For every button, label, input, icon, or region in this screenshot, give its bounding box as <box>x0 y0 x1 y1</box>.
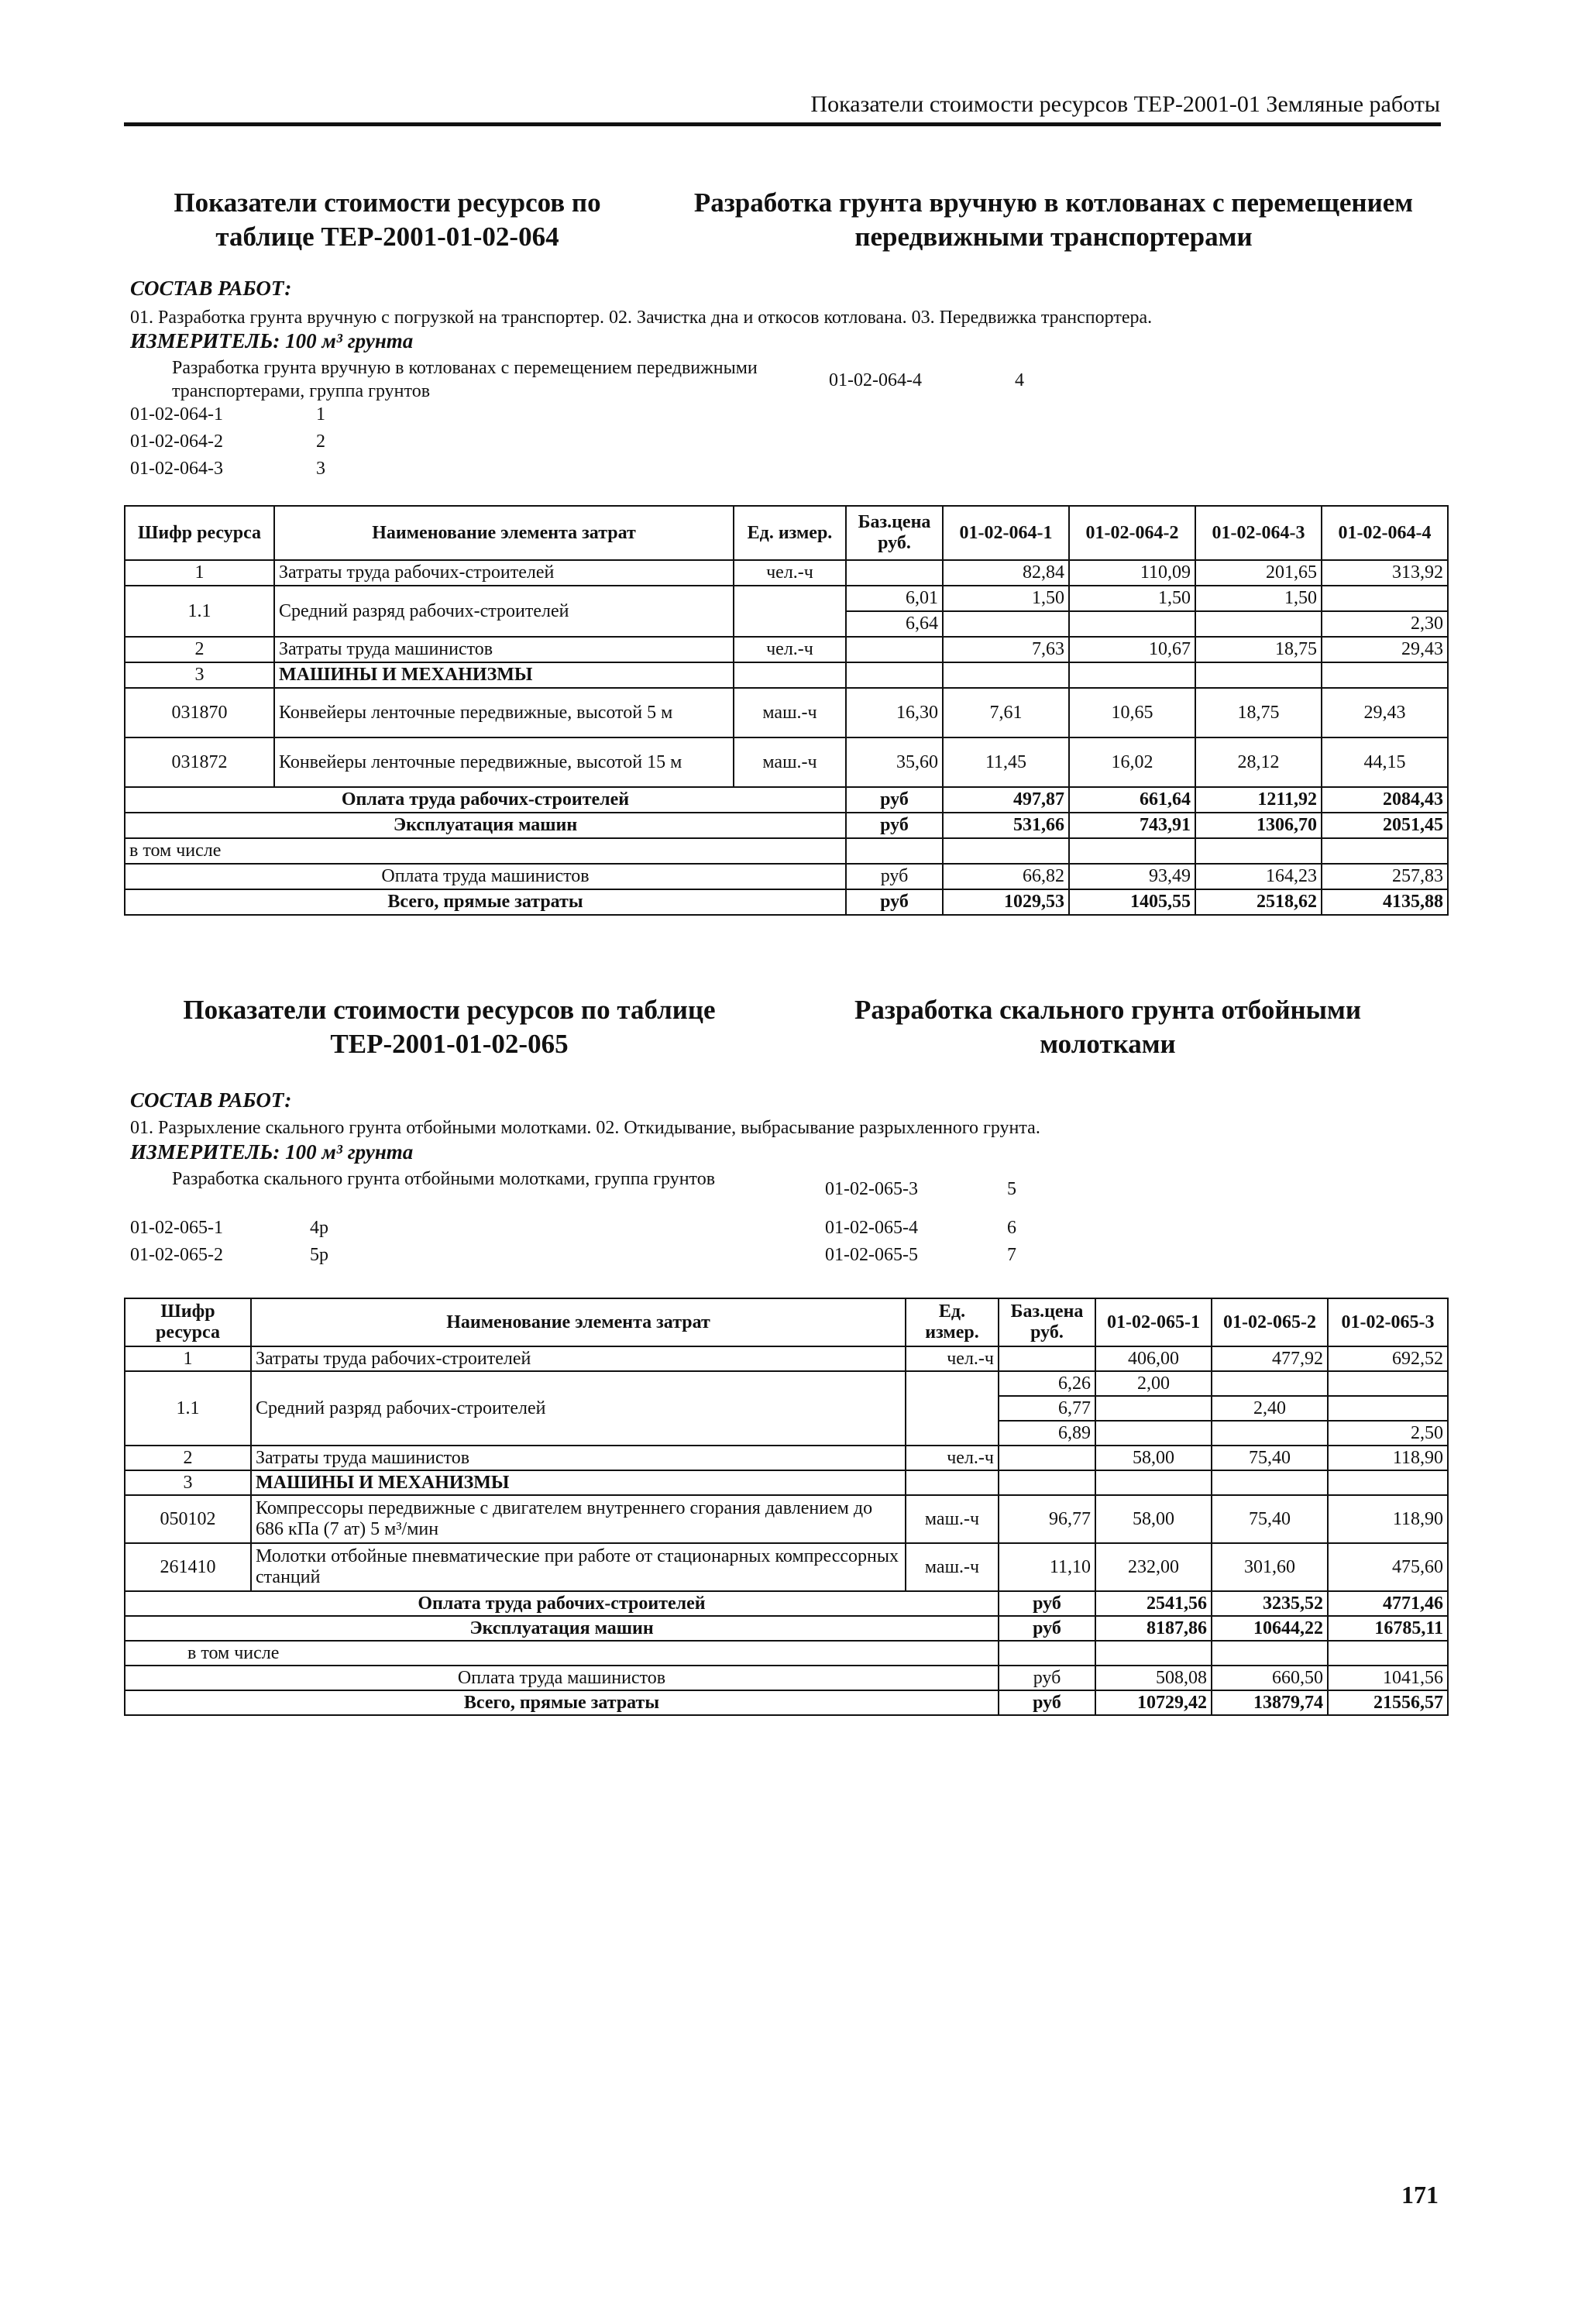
s1-group-2: 2 <box>316 431 325 452</box>
s1-code-2: 01-02-064-2 <box>130 431 223 452</box>
s1-col-v3: 01-02-064-3 <box>1195 506 1322 560</box>
s1-col-v1: 01-02-064-1 <box>943 506 1069 560</box>
table-row: 6,77 2,40 <box>125 1396 1448 1421</box>
totals-row: в том числе <box>125 1641 1448 1666</box>
s1-col-name: Наименование элемента затрат <box>274 506 734 560</box>
table-row: 6,89 2,50 <box>125 1421 1448 1446</box>
s1-group-description: Разработка грунта вручную в котлованах с перемещением передвижными транспортерами, группа грунтов <box>172 358 758 401</box>
totals-row: Всего, прямые затраты руб 10729,42 13879,74 21556,57 <box>125 1690 1448 1715</box>
s2-composition-text: 01. Разрыхление скального грунта отбойными молотками. 02. Откидывание, выбрасывание разрыхленного грунта. <box>130 1118 1040 1138</box>
s1-group-3: 3 <box>316 459 325 479</box>
s2-code-3: 01-02-065-3 <box>825 1179 918 1199</box>
s2-group-5: 7 <box>1007 1245 1016 1265</box>
s2-code-5: 01-02-065-5 <box>825 1245 918 1265</box>
s2-group-1: 4р <box>310 1218 328 1238</box>
s1-composition-label: СОСТАВ РАБОТ: <box>130 277 292 300</box>
s1-group-4: 4 <box>1015 370 1024 390</box>
s2-col-v3: 01-02-065-3 <box>1328 1298 1448 1346</box>
totals-row: Оплата труда машинистов руб 66,82 93,49 164,23 257,83 <box>125 864 1448 889</box>
s1-title-right: Разработка грунта вручную в котлованах с перемещением передвижными транспортерами <box>693 187 1414 252</box>
table-row: 261410 Молотки отбойные пневматические при работе от стационарных компрессорных станций маш.-ч 11,10 232,00 301,60 475,60 <box>125 1543 1448 1591</box>
s1-code-4: 01-02-064-4 <box>829 370 922 390</box>
table-row: 2 Затраты труда машинистов чел.-ч 58,00 75,40 118,90 <box>125 1446 1448 1470</box>
s1-col-v4: 01-02-064-4 <box>1322 506 1448 560</box>
s1-group-1: 1 <box>316 404 325 425</box>
s2-code-2: 01-02-065-2 <box>130 1245 223 1265</box>
s1-title-left: Показатели стоимости ресурсов по таблице ТЕР-2001-01-02-064 <box>174 187 601 252</box>
totals-row: Эксплуатация машин руб 531,66 743,91 1306,70 2051,45 <box>125 813 1448 838</box>
s2-code-4: 01-02-065-4 <box>825 1218 918 1238</box>
totals-row: Оплата труда рабочих-строителей руб 2541,56 3235,52 4771,46 <box>125 1591 1448 1616</box>
page-number: 171 <box>1401 2181 1439 2209</box>
table-row: 1 Затраты труда рабочих-строителей чел.-ч 82,84 110,09 201,65 313,92 <box>125 560 1448 586</box>
totals-row: Эксплуатация машин руб 8187,86 10644,22 16785,11 <box>125 1616 1448 1641</box>
s2-col-price: Баз.цена руб. <box>999 1298 1095 1346</box>
header-rule <box>124 122 1441 126</box>
s1-col-code: Шифр ресурса <box>125 506 274 560</box>
s2-code-1: 01-02-065-1 <box>130 1218 223 1238</box>
table-row: 031870 Конвейеры ленточные передвижные, высотой 5 м маш.-ч 16,30 7,61 10,65 18,75 29,43 <box>125 688 1448 737</box>
s1-code-1: 01-02-064-1 <box>130 404 223 425</box>
table-row: 2 Затраты труда машинистов чел.-ч 7,63 10,67 18,75 29,43 <box>125 637 1448 662</box>
s2-col-name: Наименование элемента затрат <box>251 1298 906 1346</box>
s2-title-left: Показатели стоимости ресурсов по таблице ТЕР-2001-01-02-065 <box>183 995 716 1059</box>
s1-code-3: 01-02-064-3 <box>130 459 223 479</box>
s1-meter-label: ИЗМЕРИТЕЛЬ: 100 м³ грунта <box>130 329 414 352</box>
table-row: 1.1 Средний разряд рабочих-строителей 6,01 1,50 1,50 1,50 <box>125 586 1448 611</box>
s2-group-3: 5 <box>1007 1179 1016 1199</box>
s2-col-v2: 01-02-065-2 <box>1212 1298 1328 1346</box>
table-row: 050102 Компрессоры передвижные с двигателем внутреннего сгорания давлением до 686 кПа (7 ат) 5 м³/мин маш.-ч 96,77 58,00 75,40 118,90 <box>125 1495 1448 1543</box>
s2-composition-label: СОСТАВ РАБОТ: <box>130 1088 292 1112</box>
totals-row: Оплата труда рабочих-строителей руб 497,87 661,64 1211,92 2084,43 <box>125 787 1448 813</box>
totals-row: Оплата труда машинистов руб 508,08 660,50 1041,56 <box>125 1666 1448 1690</box>
s2-group-description: Разработка скального грунта отбойными молотками, группа грунтов <box>172 1169 716 1189</box>
s1-col-unit: Ед. измер. <box>734 506 846 560</box>
s2-group-4: 6 <box>1007 1218 1016 1238</box>
totals-row: в том числе <box>125 838 1448 864</box>
s2-group-2: 5р <box>310 1245 328 1265</box>
totals-row: Всего, прямые затраты руб 1029,53 1405,55 2518,62 4135,88 <box>125 889 1448 915</box>
s1-resource-table <box>124 505 1449 916</box>
table-row: 1.1 Средний разряд рабочих-строителей 6,26 2,00 <box>125 1371 1448 1396</box>
table-row: 6,64 2,30 <box>125 611 1448 637</box>
s2-meter-label: ИЗМЕРИТЕЛЬ: 100 м³ грунта <box>130 1140 414 1164</box>
s2-col-unit: Ед. измер. <box>906 1298 999 1346</box>
table-row: 1 Затраты труда рабочих-строителей чел.-ч 406,00 477,92 692,52 <box>125 1346 1448 1371</box>
running-head: Показатели стоимости ресурсов ТЕР-2001-01 Земляные работы <box>810 91 1440 117</box>
s1-col-v2: 01-02-064-2 <box>1069 506 1195 560</box>
table-row: 031872 Конвейеры ленточные передвижные, высотой 15 м маш.-ч 35,60 11,45 16,02 28,12 44,15 <box>125 737 1448 787</box>
s1-composition-text: 01. Разработка грунта вручную с погрузкой на транспортер. 02. Зачистка дна и откосов котлована. 03. Передвижка транспортера. <box>130 308 1153 328</box>
s2-resource-table <box>124 1298 1449 1716</box>
table-row: 3 МАШИНЫ И МЕХАНИЗМЫ <box>125 1470 1448 1495</box>
table-row: 3 МАШИНЫ И МЕХАНИЗМЫ <box>125 662 1448 688</box>
s1-col-price: Баз.цена руб. <box>846 506 943 560</box>
s2-col-v1: 01-02-065-1 <box>1095 1298 1212 1346</box>
s2-title-right: Разработка скального грунта отбойными молотками <box>854 995 1361 1059</box>
s2-col-code: Шифр ресурса <box>125 1298 251 1346</box>
